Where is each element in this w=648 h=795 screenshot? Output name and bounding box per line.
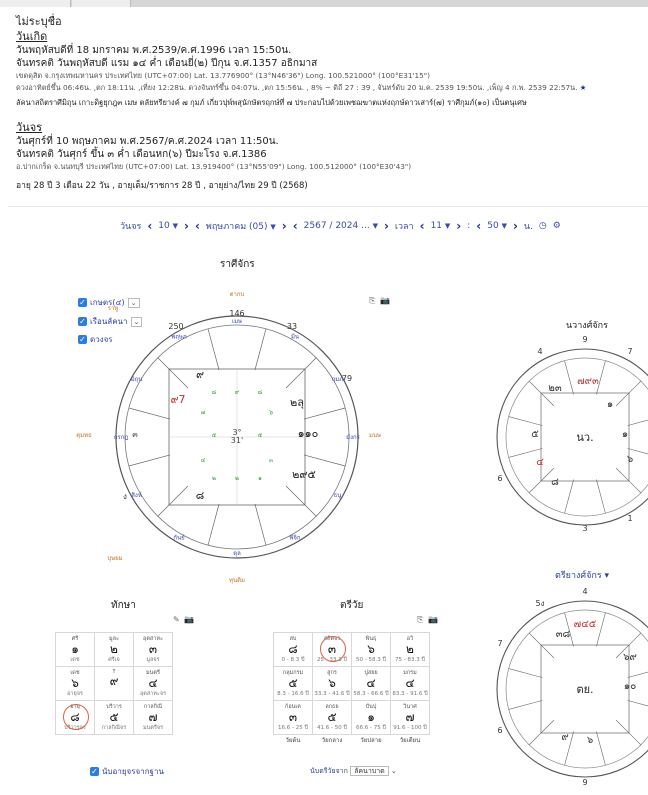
hour-select[interactable]: 11 ▼	[430, 221, 451, 231]
camera-icon[interactable]: 📷	[380, 296, 390, 305]
house-mark: ๗	[200, 409, 206, 416]
trinamsa-chart-mark: 4	[582, 587, 588, 596]
cell-t3: มนตรีจร	[142, 725, 164, 731]
sign-label: ตุล	[233, 550, 241, 557]
cell-t1: สบ	[289, 636, 297, 642]
navamsa-chart-divider	[616, 381, 641, 406]
navamsa-chart-mark: 9	[582, 335, 588, 344]
cell-t1: บันปุ	[365, 704, 377, 710]
cell-t2: ๔	[366, 676, 376, 690]
grid-cell[interactable]	[274, 701, 313, 735]
navamsa-title: นวางศ์จักร	[566, 321, 608, 331]
now-location: อ.ปากเกร็ด จ.นนทบุรี ประเทศไทย (UTC+07:00) Lat. 13.919400° (13°N55'09") Long. 100.512000° (100°E30'43")	[16, 162, 412, 171]
trinamsa-chart-divider	[596, 613, 605, 647]
cell-t1: เดช	[70, 670, 80, 676]
trinamsa-chart-mark: ๑๐	[623, 681, 637, 692]
cell-t2: ๖	[71, 676, 79, 690]
grid-cell[interactable]	[56, 667, 95, 701]
cell-t3: 66.6 - 75 ปี	[356, 725, 386, 731]
outer-label: ตุมทธ	[76, 432, 92, 439]
rasi-divider	[158, 358, 188, 388]
trinamsa-chart-mark: 9	[582, 778, 588, 787]
cell-t1: มกรม	[403, 670, 417, 676]
house-mark: ๒	[212, 475, 216, 482]
rasi-divider	[158, 486, 188, 516]
house-mark: ๓	[268, 457, 274, 464]
cell-t2: ๗	[148, 710, 158, 724]
cell-t1: วินาศ	[403, 704, 417, 710]
navamsa-chart-mark: 3	[582, 524, 588, 533]
sign-label: พิจิก	[289, 534, 301, 542]
birth-section-title: วันเกิด	[16, 30, 48, 43]
chevron-down-icon: ▼	[501, 222, 507, 230]
star-icon[interactable]: ★	[579, 83, 587, 92]
degree-number: 79	[341, 374, 353, 383]
trinamsa-chart-divider	[529, 720, 554, 745]
navamsa-chart-divider	[596, 480, 605, 514]
degree-number: 250	[168, 322, 184, 331]
chevron-down-icon: ▼	[444, 222, 451, 230]
cell-t1: กลุมกรม	[282, 670, 304, 676]
cell-t1: อายุ	[70, 704, 80, 710]
cell-t1: อุตสาหะ	[143, 636, 163, 642]
kaset-select[interactable]: ⌄	[128, 298, 140, 308]
cell-t2: ๓	[288, 710, 298, 724]
rasi-title: ราศีจักร	[220, 259, 255, 270]
checkbox-checked-icon[interactable]: ✓	[79, 317, 86, 326]
trinamsa-chart-divider	[628, 700, 648, 709]
grid-cell[interactable]	[391, 701, 430, 735]
sign-label: กุมภ์	[331, 376, 344, 383]
cell-t2: ๒	[110, 642, 118, 656]
navamsa-chart-mark: ๑	[621, 429, 629, 440]
cell-t2: ๑	[367, 710, 375, 724]
cell-t2: ๙	[109, 674, 119, 688]
cell-t3: มูลจร	[146, 657, 160, 663]
grid-cell[interactable]	[134, 633, 173, 667]
grid-cell[interactable]	[274, 633, 313, 667]
cell-t2: ๗	[405, 710, 415, 724]
check-lagna-house[interactable]: ✓ เรือนลัคนา ⌄	[78, 315, 142, 328]
check-age-from-base[interactable]: ✓ นับอายุจรจากฐาน	[91, 767, 164, 776]
navamsa-chart-mark: ๖	[626, 454, 634, 465]
cell-t3: อุตสาหะจร	[139, 691, 167, 697]
house-mark: ๖	[269, 409, 273, 416]
planet-symbol: ๙7	[170, 393, 186, 406]
navamsa-chart-mark: 1	[627, 514, 633, 523]
planet-symbol: ๒ลุ	[290, 396, 304, 409]
trinamsa-chart-mark: 7	[497, 639, 503, 648]
navamsa-chart-mark: ๔	[536, 457, 544, 468]
grid-cell[interactable]	[95, 633, 134, 667]
outer-label: มนษ	[368, 432, 382, 439]
settings-icon[interactable]: ⚙	[552, 221, 561, 231]
navamsa-chart-mark: ๑	[606, 399, 614, 410]
next-hour-button[interactable]: ›	[456, 219, 462, 233]
navamsa-chart-mark: ๗๙๓	[577, 376, 599, 387]
cell-t2: ๕	[288, 676, 298, 690]
navamsa-chart-divider	[616, 468, 641, 493]
chevron-down-icon: ▼	[372, 222, 378, 230]
navamsa-chart-mark: ๒๓	[548, 383, 562, 394]
house-mark: ๕	[257, 432, 263, 439]
grid-cell[interactable]	[134, 701, 173, 735]
sign-label: พฤษภ	[171, 333, 187, 341]
cell-t3: 16.6 - 25 ปี	[278, 725, 308, 731]
minute-select[interactable]: 50 ▼	[487, 221, 507, 231]
house-mark: ๕	[211, 432, 217, 439]
next-day-button[interactable]: ›	[184, 219, 189, 233]
trivai-title: ตรีวัย	[340, 600, 364, 611]
birth-location: เขตดุสิต จ.กรุงเทพมหานคร ประเทศไทย (UTC+07:00) Lat. 13.776900° (13°N46'36") Long. 100.521000° (100°E31'15")	[16, 71, 430, 80]
sign-label: สิงห์	[131, 492, 142, 499]
navamsa-chart-mark: ๕	[531, 429, 539, 440]
planet-symbol: ๒๙๕	[292, 468, 316, 481]
grid-cell[interactable]	[352, 701, 391, 735]
cell-t1: มนตรี	[146, 670, 160, 676]
rasi-divider	[286, 358, 316, 388]
house-mark: ๘	[211, 389, 217, 396]
cell-t1: มูละ	[109, 636, 119, 642]
next-year-button[interactable]: ›	[383, 219, 389, 233]
navamsa-chart-mark: ๘	[551, 477, 559, 488]
edit-icon[interactable]: ✎	[173, 615, 180, 624]
trinamsa-chart-divider	[616, 720, 641, 745]
time-label: เวลา	[394, 222, 414, 232]
trinamsa-chart-mark: ๖	[586, 735, 594, 746]
now-date: วันศุกร์ที่ 10 พฤษภาคม พ.ศ.2567/ค.ศ.2024 เวลา 11:50น.	[16, 136, 279, 147]
grid-cell[interactable]	[352, 633, 391, 667]
share-icon[interactable]: ⎘	[369, 296, 376, 305]
rasi-divider	[129, 455, 170, 466]
cell-t2: ๖	[367, 642, 375, 656]
cell-t2: ๘	[288, 642, 298, 656]
cell-t2: ๔	[405, 676, 415, 690]
cell-t1: ↑	[111, 669, 117, 675]
chevron-down-icon: ▼	[270, 223, 276, 231]
day-select[interactable]: 10 ▼	[158, 221, 178, 231]
grid-cell[interactable]	[313, 667, 352, 701]
next-month-button[interactable]: ›	[281, 219, 287, 233]
cell-t3: 8.3 - 16.6 ปี	[277, 691, 309, 697]
cell-t1: พินธุ	[365, 636, 377, 642]
chevron-down-icon: ▼	[172, 222, 178, 230]
cell-t3: 83.3 - 91.6 ปี	[392, 691, 428, 697]
birth-lagna: ลัคนาสถิตราศีมิถุน เกาะดิฐยุกฎ๓ เมษ ตลัยทรียางค์ ๗ กุมภ์ เกี่ยวปุพ์พสุนักษัตรฤกษ์ที่ ๗ ประกอบไปด้วยเพชฌฆาตแห่งฤกษ์ดาวเสาร์(๗) ราศีกุมภ์(๑๐) เป็นตนุเศษ	[16, 98, 527, 107]
month-select[interactable]: พฤษภาคม (05) ▼	[205, 222, 276, 232]
trinamsa-title[interactable]: ตรียางศ์จักร ▾	[555, 571, 610, 581]
age-summary: อายุ 28 ปี 3 เดือน 22 วัน , อายุเต็ม/ราชการ 28 ปี , อายุย่าง/ไทย 29 ปี (2568)	[16, 181, 308, 191]
day-label: วันจร	[120, 222, 142, 232]
highlight-circle	[320, 636, 346, 662]
clock-icon[interactable]: ◷	[538, 221, 547, 231]
cell-t2: ๕	[109, 710, 119, 724]
house-mark: ๙	[234, 389, 240, 396]
trinamsa-chart-mark: ๙	[561, 732, 569, 743]
cell-t1: อวิ	[406, 636, 414, 642]
planet-symbol: ๙	[195, 368, 205, 381]
degree-number: ง	[123, 492, 127, 501]
checkbox-checked-icon[interactable]: ✓	[79, 335, 86, 344]
trinamsa-chart-center: ตย.	[576, 683, 594, 696]
outer-label: ตากบ	[229, 291, 245, 298]
trinamsa-chart-mark: 5ง	[535, 599, 545, 608]
degree-number: ๓	[132, 430, 138, 439]
cell-t3: 75 - 83.3 ปี	[395, 657, 425, 663]
cell-t1: กาลกิณี	[143, 704, 163, 710]
prev-minute-button[interactable]: ‹	[476, 219, 482, 233]
trinamsa-chart-divider	[509, 669, 543, 678]
thaksa-table	[55, 632, 173, 735]
cell-t1: ลกธย	[325, 704, 339, 710]
center-degree: 3°	[232, 428, 242, 437]
unit-label: น.	[523, 222, 533, 232]
column-footer: วัยเดียน	[399, 737, 421, 744]
cell-t2: ๘	[70, 710, 80, 724]
rasi-divider	[304, 455, 345, 466]
navamsa-chart-mark: 7	[627, 347, 633, 356]
outer-label: ทุนติม	[229, 577, 245, 584]
cell-t2: ๒	[406, 642, 414, 656]
trivai-table	[273, 632, 430, 749]
cell-t3: 50 - 58.3 ปี	[356, 657, 386, 663]
cell-t2: ๕	[327, 710, 337, 724]
share-icon[interactable]: ⎘	[417, 615, 424, 624]
grid-cell[interactable]	[391, 633, 430, 667]
grid-cell[interactable]	[95, 667, 134, 701]
navamsa-chart-center: นว.	[576, 431, 594, 444]
sign-label: กรกฎ	[113, 434, 129, 441]
trivai-count-select[interactable]: นับตรีวัยจาก ลัคนาบาต ⌄	[310, 767, 397, 775]
house-mark: ๑	[258, 475, 262, 482]
navamsa-chart-divider	[565, 480, 574, 514]
navamsa-chart-divider	[565, 361, 574, 395]
cell-t3: กาลกิณีจร	[101, 725, 127, 731]
rasi-divider	[255, 329, 266, 370]
camera-icon[interactable]: 📷	[184, 615, 194, 624]
year-select[interactable]: 2567 / 2024 ... ▼	[303, 221, 378, 231]
grid-cell[interactable]	[313, 633, 352, 667]
cell-t2: ๔	[148, 676, 158, 690]
trinamsa-chart-mark: ๗๔๕	[573, 619, 597, 630]
sign-label: กันย์	[173, 534, 185, 542]
cell-t2: ๓	[148, 642, 158, 656]
sign-label: เมษ	[232, 318, 242, 325]
planet-symbol: ๑๑๐	[297, 427, 319, 440]
navamsa-chart-mark: 6	[497, 474, 503, 483]
sign-label: มิถุน	[130, 376, 143, 383]
cell-t3: 25 - 33.3 ปี	[317, 657, 347, 663]
birth-date: วันพฤหัสบดีที่ 18 มกราคม พ.ศ.2539/ค.ศ.1996 เวลา 15:50น.	[16, 45, 292, 56]
prev-day-button[interactable]: ‹	[147, 219, 153, 233]
navamsa-chart	[497, 335, 648, 533]
now-lunar: จันทรคติ วันศุกร์ ขึ้น ๓ ค่ำ เดือนหก(๖) ปีมะโรง จ.ศ.1386	[16, 149, 267, 160]
cell-t3: 41.6 - 50 ปี	[317, 725, 347, 731]
rasi-divider	[208, 504, 219, 545]
prev-year-button[interactable]: ‹	[292, 219, 298, 233]
degree-number: 146	[229, 309, 245, 318]
column-footer: วัยต้น	[285, 737, 301, 744]
degree-number: 33	[286, 322, 298, 331]
navamsa-chart-divider	[509, 417, 543, 426]
cell-t1: สูกร	[327, 670, 337, 676]
cell-t3: 58.3 - 66.6 ปี	[353, 691, 389, 697]
cell-t1: สถิตจร	[323, 636, 341, 642]
trinamsa-chart-divider	[529, 633, 554, 658]
trinamsa-chart-divider	[509, 700, 543, 709]
checkbox-checked-icon[interactable]: ✓	[91, 767, 98, 776]
trinamsa-chart-divider	[596, 732, 605, 766]
navamsa-chart-divider	[628, 417, 648, 426]
prev-hour-button[interactable]: ‹	[419, 219, 425, 233]
grid-cell[interactable]	[274, 667, 313, 701]
cell-t3: 33.3 - 41.6 ปี	[314, 691, 350, 697]
grid-cell[interactable]	[391, 667, 430, 701]
next-minute-button[interactable]: ›	[512, 219, 518, 233]
grid-cell[interactable]	[134, 667, 173, 701]
rasi-divider	[286, 486, 316, 516]
sign-label: มังกร	[346, 434, 360, 441]
cell-t3: บริวารจร	[64, 725, 86, 731]
center-degree: 31'	[230, 436, 244, 445]
cell-t3: ศรีเจ	[108, 657, 120, 663]
grid-cell[interactable]	[313, 701, 352, 735]
trinamsa-chart-mark: ๖๙	[623, 652, 637, 663]
rasi-divider	[208, 329, 219, 370]
birth-sun-moon: ดวงอาทิตย์ขึ้น 06:46น. ,ตก 18:11น. ,เที่ยง 12:28น. ดวงจันทร์ขึ้น 04:07น. ,ตก 15:56น. , 8% ~ ดิถี 27 : 39 , จันทร์ดับ 20 ม.ค. 2539 19:50น. ,เพ็ญ 4 ก.พ. 2539 22:57น. ★	[16, 83, 587, 92]
cell-t1: บริวาร	[106, 704, 122, 710]
rasi-divider	[304, 408, 345, 419]
cell-t1: ก้อนเค	[285, 704, 301, 710]
house-mark: ๔	[200, 457, 206, 464]
trinamsa-chart-divider	[628, 669, 648, 678]
cell-t1: ปูสยย	[364, 670, 378, 676]
house-mark: ๒	[235, 475, 239, 482]
grid-cell[interactable]	[56, 701, 95, 735]
lagna-select[interactable]: ⌄	[131, 317, 143, 327]
grid-cell[interactable]	[352, 667, 391, 701]
cell-t3: เดช	[70, 657, 80, 663]
trinamsa-chart	[497, 587, 648, 787]
camera-icon[interactable]: 📷	[428, 615, 438, 624]
now-section-title: วันจร	[16, 121, 43, 134]
outer-label: ราหู	[107, 305, 119, 312]
chevron-down-icon: ▾	[604, 571, 610, 581]
thaksa-title: ทักษา	[111, 600, 136, 611]
column-footer: วัยกลาง	[321, 737, 343, 744]
person-name: ไม่ระบุชื่อ	[16, 15, 62, 28]
check-kaset[interactable]: ✓ เกษตร(๔) ⌄	[78, 296, 140, 309]
cell-t3: 0 - 8.3 ปี	[281, 657, 305, 663]
navamsa-chart-mark: 4	[537, 347, 543, 356]
sign-label: มีน	[290, 333, 300, 341]
cell-t3: อายุจร	[67, 691, 83, 697]
cell-t2: ๑	[71, 642, 79, 656]
cell-t3: 91.6 - 100 ปี	[393, 725, 427, 731]
grid-cell[interactable]	[95, 701, 134, 735]
grid-cell[interactable]	[56, 633, 95, 667]
cell-t1: ศรี	[71, 636, 79, 642]
prev-month-button[interactable]: ‹	[194, 219, 200, 233]
rasi-divider	[129, 408, 170, 419]
planet-symbol: ๘	[195, 489, 205, 502]
trinamsa-chart-mark: ๓๘	[555, 629, 571, 640]
date-navigator: วันจร ‹ 10 ▼ › ‹ พฤษภาคม (05) ▼ › ‹ 2567 / 2024 ... ▼ › เวลา ‹ 11 ▼ › : ‹ 50 ▼ › น. ◷ ⚙	[120, 219, 561, 233]
highlight-circle	[63, 704, 89, 730]
check-transit[interactable]: ✓ ดวงจร	[79, 335, 113, 344]
column-footer: วัยปลาย	[360, 737, 382, 744]
sign-label: ธนู	[333, 492, 342, 499]
rasi-divider	[255, 504, 266, 545]
birth-lunar: จันทรคติ วันพฤหัสบดี แรม ๑๔ ค่ำ เดือนยี่(๒) ปีกุน จ.ศ.1357 อธิกมาส	[16, 58, 318, 69]
cell-t2: ๓	[327, 642, 337, 656]
trinamsa-chart-mark: 6	[497, 726, 503, 735]
cell-t2: ๖	[328, 676, 336, 690]
outer-label: บุษยม	[107, 555, 123, 562]
checkbox-checked-icon[interactable]: ✓	[79, 298, 86, 307]
house-mark: ๘	[257, 389, 263, 396]
